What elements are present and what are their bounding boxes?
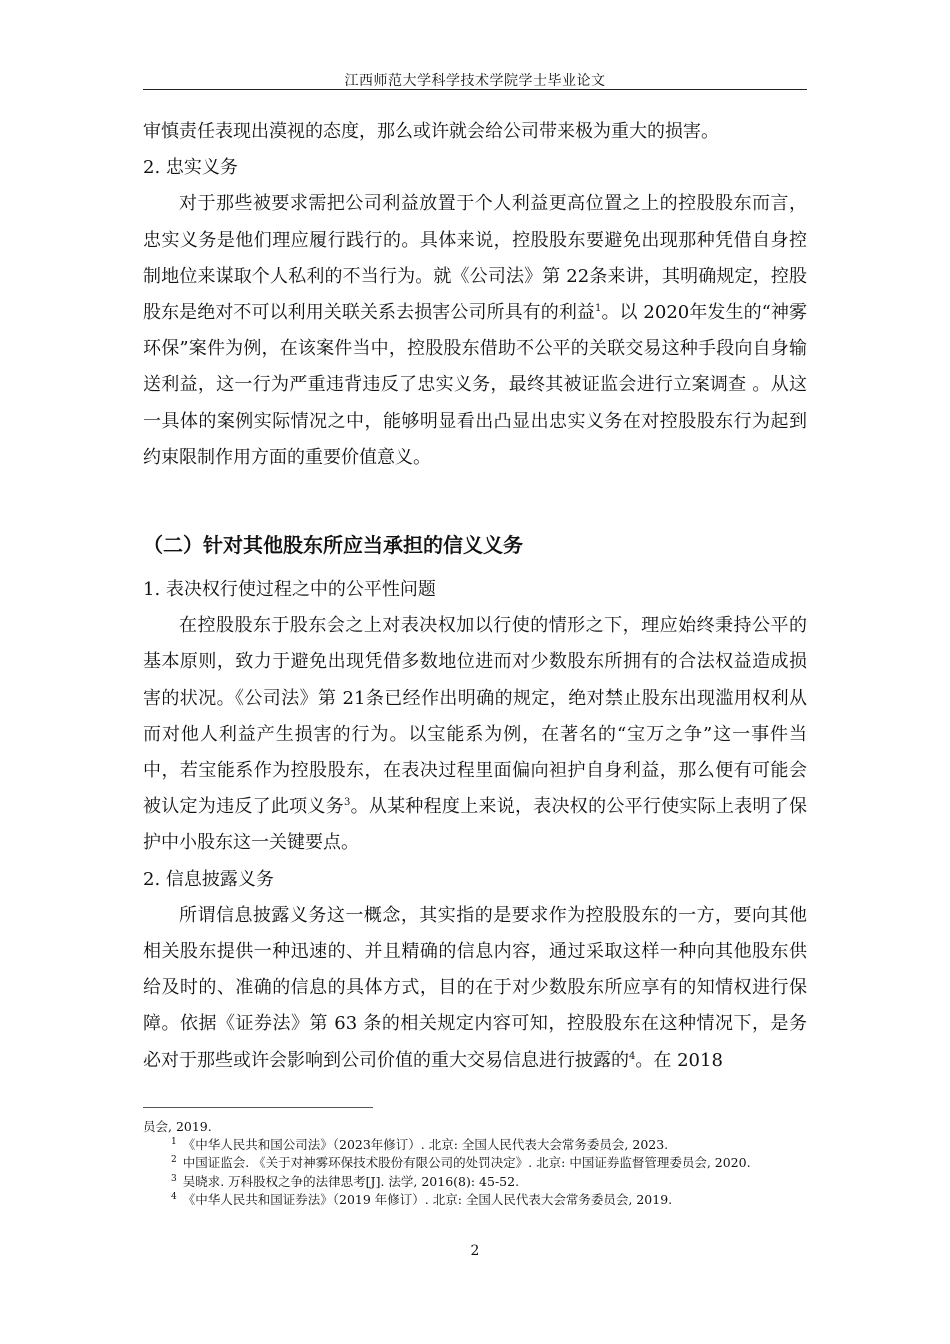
footnote-ref-3[interactable]: 3 xyxy=(343,797,351,809)
subheading-loyalty-duty: 2. 忠实义务 xyxy=(143,157,238,179)
page-number: 2 xyxy=(470,1243,480,1259)
footnote-text: 《中华人民共和国证券法》（2019 年修订）. 北京: 全国人民代表大会常务委员会, 2019. xyxy=(182,1191,673,1207)
paragraph-disclosure-duty xyxy=(143,898,807,1079)
info-text-a: 所谓信息披露义务这一概念，其实指的是要求作为控股股东的一方，要向其他相关股东提供一种迅速的、并且精确的信息内容，通过采取这样一种向其他股东供给及时的、准确的信息的具体方式，目的在于对少数股东所应享有的知情权进行保障。依据《证券法》第 63 条的相关规定内容可知，控股股东在这种情况下，是务必对于那些或许会影响到公司价值的重大交易信息进行披露的 xyxy=(143,904,807,1071)
loyalty-text-a: 对于那些被要求需把公司利益放置于个人利益更高位置之上的控股股东而言，忠实义务是他们理应履行践行的。具体来说，控股股东要避免出现那种凭借自身控制地位来谋取个人私利的不当行为。就《公司法》第 22条来讲，其明确规定，控股股东是绝对不可以利用关联关系去损害公司所具有的利益 xyxy=(143,193,807,324)
info-text-b: 。在 2018 xyxy=(635,1049,723,1071)
footnote-text: 《中华人民共和国公司法》（2023年修订）. 北京: 全国人民代表大会常务委员会, 2023. xyxy=(182,1137,669,1153)
running-header: 江西师范大学科学技术学院学士毕业论文 xyxy=(344,73,606,89)
footnote-1 xyxy=(143,1136,807,1154)
footnote-continuation: 员会, 2019. xyxy=(143,1119,212,1134)
vote-text-b: 。从某种程度上来说，表决权的公平行使实际上表明了保护中小股东这一关键要点。 xyxy=(143,796,808,854)
section-heading-2: （二）针对其他股东所应当承担的信义义务 xyxy=(143,533,523,557)
vote-text-a: 在控股股东于股东会之上对表决权加以行使的情形之下，理应始终秉持公平的基本原则，致力于避免出现凭借多数地位进而对少数股东所拥有的合法权益造成损害的状况。《公司法》第 21条已经作出明确的规定，绝对禁止股东出现滥用权利从而对他人利益产生损害的行为。以宝能系为例，在著名的“宝万之争”这一事件当中，若宝能系作为控股股东，在表决过程里面偏向袒护自身利益，那么便有可能会被认定为违反了此项义务 xyxy=(143,615,807,818)
footnote-text: 中国证监会. 《关于对神雾环保技术股份有限公司的处罚决定》. 北京: 中国证券监督管理委员会, 2020. xyxy=(182,1155,751,1171)
footnote-2 xyxy=(143,1154,807,1172)
footnote-separator xyxy=(143,1107,373,1108)
section-2-body xyxy=(143,572,807,1079)
footnote-marker: 2 xyxy=(171,1155,177,1166)
paragraph-loyalty-duty xyxy=(143,186,807,476)
footnote-marker: 1 xyxy=(171,1137,177,1148)
loyalty-text-b: 。以 2020年发生的“神雾环保”案件为例，在该案件当中，控股股东借助不公平的关联交易这种手段向自身输送利益，这一行为严重违背违反了忠实义务，最终其被证监会进行立案调查 。从这一具体的案例实际情况之中，能够明显看出凸显出忠实义务在对控股股东行为起到约束限制作用方面的重要价值意义。 xyxy=(143,302,808,468)
section-1-body xyxy=(143,114,807,476)
footnote-4 xyxy=(143,1191,807,1209)
footnote-text: 吴晓求. 万科股权之争的法律思考[J]. 法学, 2016(8): 45-52. xyxy=(182,1173,520,1189)
footnotes xyxy=(143,1118,807,1209)
footnote-marker: 4 xyxy=(171,1191,177,1202)
paragraph-continuation: 审慎责任表现出漠视的态度，那么或许就会给公司带来极为重大的损害。 xyxy=(143,121,719,142)
subheading-voting-fairness: 1. 表决权行使过程之中的公平性问题 xyxy=(143,579,436,600)
footnote-ref-1[interactable]: 1 xyxy=(595,303,602,315)
paragraph-voting-fairness xyxy=(143,608,807,861)
footnote-3 xyxy=(143,1173,807,1191)
subheading-disclosure-duty: 2. 信息披露义务 xyxy=(143,868,274,890)
footnote-ref-4[interactable]: 4 xyxy=(629,1050,636,1062)
header-rule xyxy=(143,89,807,90)
footnote-marker: 3 xyxy=(171,1173,177,1184)
